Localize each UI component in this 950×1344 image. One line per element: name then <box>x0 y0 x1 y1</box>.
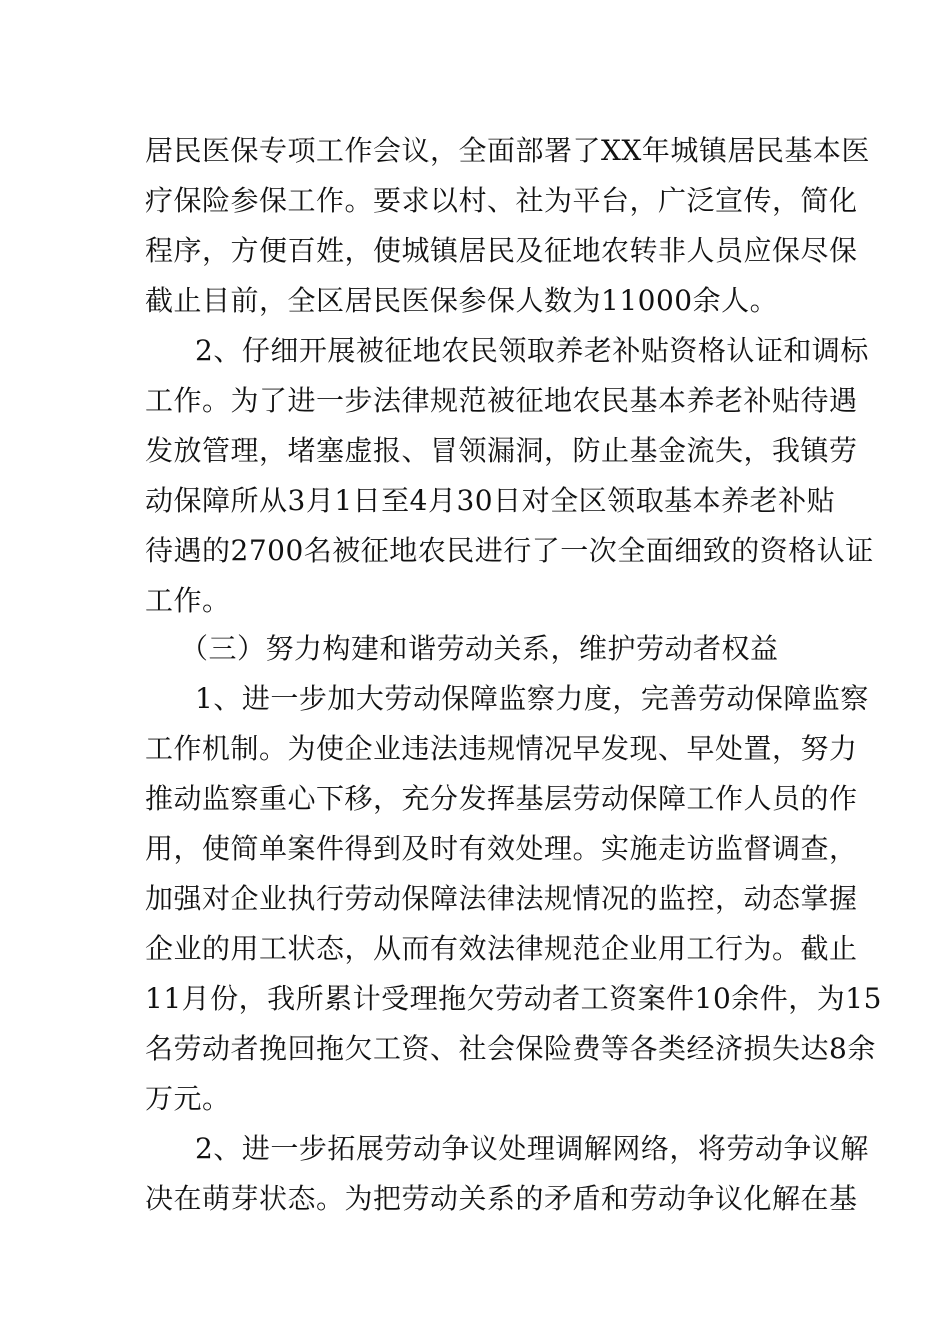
text-line: 11月份，我所累计受理拖欠劳动者工资案件10余件，为15 <box>145 982 882 1015</box>
text-line: 动保障所从3月1日至4月30日对全区领取基本养老补贴 <box>145 484 836 517</box>
text-line: 工作机制。为使企业违法违规情况早发现、早处置，努力 <box>145 732 858 765</box>
text-line: 企业的用工状态，从而有效法律规范企业用工行为。截止 <box>145 932 858 965</box>
text-line: 万元。 <box>145 1082 231 1115</box>
text-line: 名劳动者挽回拖欠工资、社会保险费等各类经济损失达8余 <box>145 1032 876 1065</box>
text-line: 截止目前，全区居民医保参保人数为11000余人。 <box>145 284 779 317</box>
section-heading: （三）努力构建和谐劳动关系，维护劳动者权益 <box>180 632 779 665</box>
text-line: 发放管理，堵塞虚报、冒领漏洞，防止基金流失，我镇劳 <box>145 434 858 467</box>
text-line: 程序，方便百姓，使城镇居民及征地农转非人员应保尽保 <box>145 234 858 267</box>
text-line: 工作。为了进一步法律规范被征地农民基本养老补贴待遇 <box>145 384 858 417</box>
text-line: 推动监察重心下移，充分发挥基层劳动保障工作人员的作 <box>145 782 858 815</box>
text-line: 工作。 <box>145 584 231 617</box>
text-line: 疗保险参保工作。要求以村、社为平台，广泛宣传，简化 <box>145 184 858 217</box>
text-line: 2、进一步拓展劳动争议处理调解网络，将劳动争议解 <box>195 1132 869 1165</box>
text-line: 决在萌芽状态。为把劳动关系的矛盾和劳动争议化解在基 <box>145 1182 858 1215</box>
text-line: 用，使简单案件得到及时有效处理。实施走访监督调查， <box>145 832 858 865</box>
text-line: 1、进一步加大劳动保障监察力度，完善劳动保障监察 <box>195 682 869 715</box>
text-line: 待遇的2700名被征地农民进行了一次全面细致的资格认证 <box>145 534 874 567</box>
text-line: 加强对企业执行劳动保障法律法规情况的监控，动态掌握 <box>145 882 858 915</box>
text-line: 居民医保专项工作会议，全面部署了XX年城镇居民基本医 <box>145 134 870 167</box>
text-line: 2、仔细开展被征地农民领取养老补贴资格认证和调标 <box>195 334 869 367</box>
